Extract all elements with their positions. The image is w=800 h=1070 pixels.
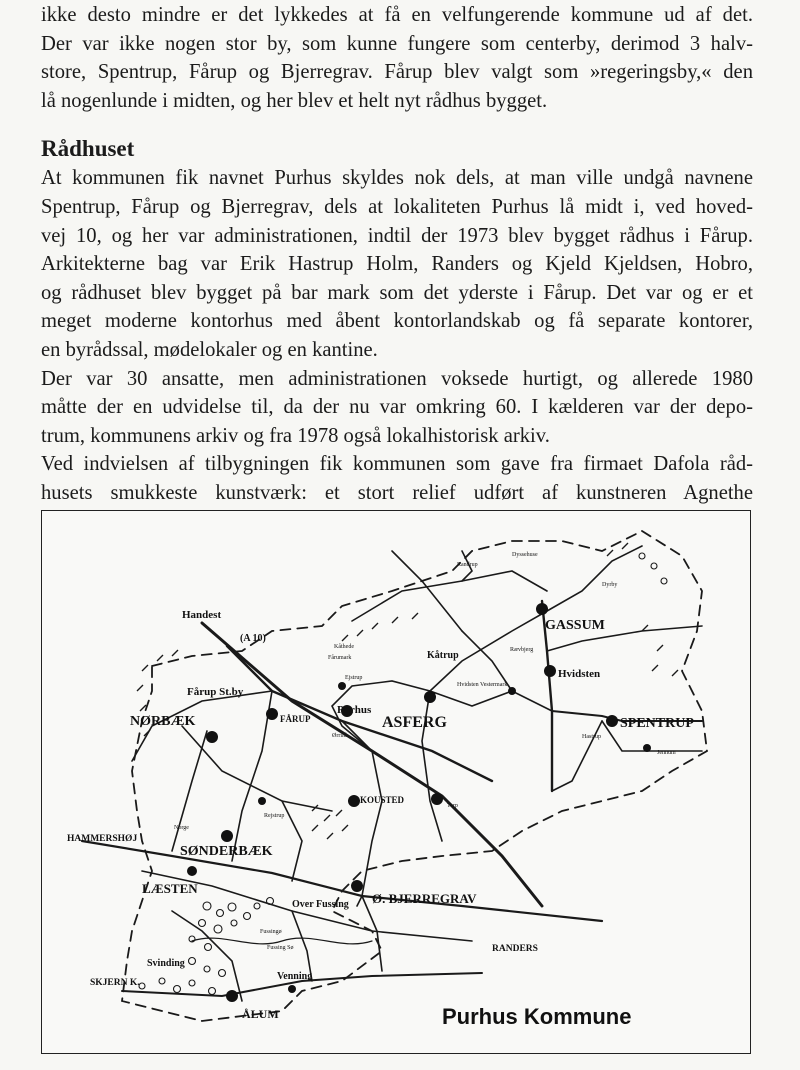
label-katrup: Kåtrup <box>427 650 459 661</box>
river <box>192 938 372 944</box>
label-raevbjerg: Rævbjerg <box>510 647 534 653</box>
label-terp: Terp <box>447 803 458 809</box>
article-text <box>41 0 753 508</box>
label-svinding: Svinding <box>147 958 185 969</box>
town-marker <box>266 708 278 720</box>
town-markers <box>187 603 651 1002</box>
town-marker <box>424 691 436 703</box>
label-bjerregrav: Ø. BJERREGRAV <box>372 891 477 906</box>
label-dyrby: Dyrby <box>602 582 618 588</box>
label-spentrup: SPENTRUP <box>620 716 694 731</box>
label-sonderbaek: SØNDERBÆK <box>180 844 273 859</box>
road <box>430 691 552 711</box>
text-line: måtte der en udvidelse til, da der nu var omkring 60. I kælderen var der depo- <box>41 396 753 419</box>
label-farumark: Fårumark <box>328 655 352 661</box>
text-line: vej 10, og her var administrationen, indtil der 1973 blev bygget rådhus i Fårup. <box>41 224 753 247</box>
paragraph-1 <box>41 164 753 364</box>
paragraph-2 <box>41 365 753 451</box>
label-ejstrup: Ejstrup <box>345 675 363 681</box>
road <box>547 546 642 611</box>
label-randers: RANDERS <box>492 944 538 954</box>
text-line: Der var 30 ansatte, men administrationen voksede hurtigt, og allerede 1980 <box>41 367 753 390</box>
text-line: Spentrup, Fårup og Bjerregrav, dels at lokaliteten Purhus lå midt i, ved hoved- <box>41 195 753 218</box>
label-alum: ÅLUM <box>242 1007 279 1021</box>
road <box>232 691 272 861</box>
label-jennum: Jennum <box>657 750 676 756</box>
label-fussingo: Fussingø <box>260 929 282 935</box>
text-line: At kommunen fik navnet Purhus skyldes nok dels, at man ville undgå navnene <box>41 167 753 190</box>
text-line: Arkitekterne bag var Erik Hastrup Holm, Randers og Kjeld Kjeldsen, Hobro, <box>41 253 753 276</box>
road <box>357 896 362 906</box>
road <box>352 571 547 621</box>
town-marker <box>187 866 197 876</box>
road <box>282 801 302 881</box>
town-marker <box>288 985 296 993</box>
label-hvidsten: Hvidsten <box>558 668 601 680</box>
label-orrild: Ørrild <box>332 733 347 739</box>
label-skjern: SKJERN K. <box>90 978 140 988</box>
label-venning: Venning <box>277 971 313 982</box>
label-laesten: LÆSTEN <box>142 881 198 896</box>
section-heading: Rådhuset <box>41 136 135 162</box>
text-line: lå nogenlunde i midten, og her blev et helt nyt rådhus bygget. <box>41 89 548 112</box>
label-randrup: Randrup <box>457 562 478 568</box>
intro-paragraph <box>41 1 753 115</box>
town-marker <box>338 682 346 690</box>
text-line: en byrådssal, mødelokaler og en kantine. <box>41 338 378 361</box>
label-norbaek: NØRBÆK <box>130 714 196 729</box>
text-line: Der var ikke nogen stor by, som kunne fungere som centerby, derimod 3 halv- <box>41 32 753 55</box>
label-hammershoj: HAMMERSHØJ <box>67 834 138 844</box>
label-fussing-so: Fussing Sø <box>267 945 294 951</box>
town-marker <box>431 793 443 805</box>
label-koustrup: KOUSTED <box>360 795 405 805</box>
town-marker <box>226 990 238 1002</box>
town-marker <box>258 797 266 805</box>
label-farup-st: Fårup St.by <box>187 686 244 698</box>
town-marker <box>221 830 233 842</box>
paragraph-3 <box>41 450 753 507</box>
map-title: Purhus Kommune <box>442 1004 632 1029</box>
label-handest: Handest <box>182 609 222 621</box>
road <box>172 731 207 851</box>
text-line: meget moderne kontorhus med åbent kontorlandskab og få separate kontorer, <box>41 310 753 333</box>
town-marker <box>206 731 218 743</box>
municipality-map <box>41 510 751 1054</box>
label-purhus: Purhus <box>337 704 372 716</box>
text-line: Ved indvielsen af tilbygningen fik kommunen som gave fra firmaet Dafola råd- <box>41 453 753 476</box>
label-farup: FÅRUP <box>280 714 311 724</box>
label-rejstrup: Rejstrup <box>264 813 285 819</box>
text-line: ikke desto mindre er det lykkedes at få en velfungerende kommune ud af det. <box>41 4 753 26</box>
road <box>362 896 382 971</box>
text-line: store, Spentrup, Fårup og Bjerregrav. Fårup blev valgt som »regeringsby,« den <box>41 61 753 84</box>
label-hvidsten-vestermark: Hvidsten Vestermark <box>457 682 508 688</box>
road <box>552 721 602 791</box>
municipality-border <box>122 531 707 1021</box>
label-gassum: GASSUM <box>545 618 605 633</box>
text-line: trum, kommunens arkiv og fra 1978 også lokalhistorisk arkiv. <box>41 424 550 447</box>
label-kathede: Kåthede <box>334 644 354 650</box>
label-hastrup: Hastrup <box>582 734 601 740</box>
town-marker <box>348 795 360 807</box>
town-marker <box>544 665 556 677</box>
map-drawing <box>42 511 749 1052</box>
town-marker <box>606 715 618 727</box>
label-a10: (A 10) <box>240 633 266 644</box>
highway-a10 <box>202 623 542 906</box>
text-line: og rådhuset blev bygget på bar mark som det yderste i Fårup. Det var og er et <box>41 281 753 304</box>
town-marker <box>643 744 651 752</box>
label-dyssehuse: Dyssehuse <box>512 552 538 558</box>
label-norge: Norge <box>174 825 189 831</box>
town-marker <box>536 603 548 615</box>
text-line: husets smukkeste kunstværk: et stort relief udført af kunstneren Agnethe <box>41 481 753 504</box>
label-over-fussing: Over Fussing <box>292 899 349 910</box>
label-asferg: ASFERG <box>382 714 447 731</box>
road <box>342 721 382 896</box>
town-marker <box>351 880 363 892</box>
town-marker <box>508 687 516 695</box>
